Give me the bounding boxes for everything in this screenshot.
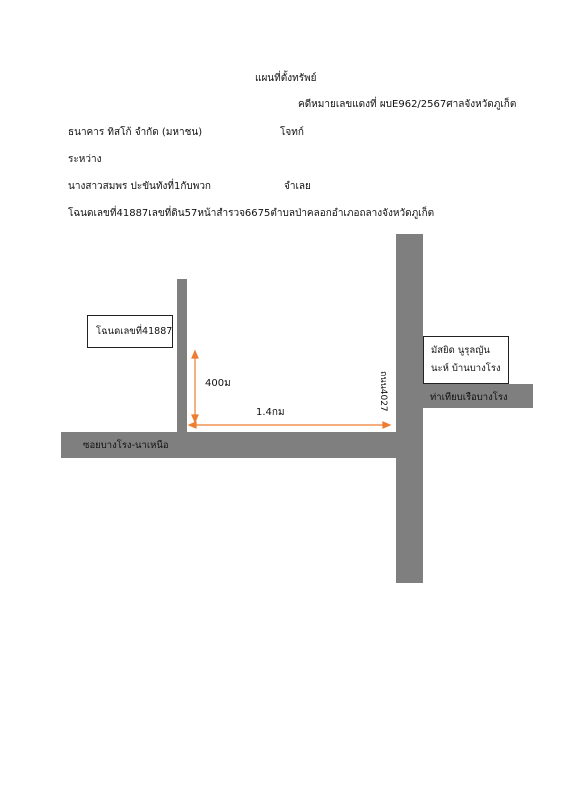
vertical-distance-arrow: [192, 351, 198, 422]
parcel-label: โฉนดเลขที่41887: [96, 326, 173, 337]
defendant-role: จำเลย: [284, 181, 311, 192]
horizontal-distance-arrow: [189, 422, 390, 428]
soi-label: ซอยบางโรง-นาเหนือ: [83, 440, 169, 451]
mosque-name-line1: มัสยิด นูรุลญัน: [431, 345, 490, 356]
pier-label: ท่าเทียบเรือบางโรง: [430, 392, 508, 403]
road-4027-label: ถนน4027: [378, 371, 388, 412]
deed-description: โฉนดเลขที่41887เลขที่ดิน57หน้าสำรวจ6675ตำบลป่าคลอกอำเภอถลางจังหวัดภูเก็ต: [68, 208, 435, 219]
case-number: คดีหมายเลขแดงที่ ผบE962/2567ศาลจังหวัดภูเก็ต: [298, 99, 517, 110]
mosque-name-line2: นะห์ บ้านบางโรง: [431, 363, 501, 374]
defendant-name: นางสาวสมพร ปะขันทังที่1กับพวก: [68, 181, 211, 192]
horizontal-distance-label: 1.4กม: [256, 407, 285, 418]
plaintiff-role: โจทก์: [280, 127, 304, 138]
vertical-distance-label: 400ม: [205, 378, 231, 389]
between-label: ระหว่าง: [68, 154, 102, 165]
page-title: แผนที่ตั้งทรัพย์: [255, 73, 317, 84]
plaintiff-name: ธนาคาร ทิสโก้ จำกัด (มหาชน): [68, 127, 203, 138]
